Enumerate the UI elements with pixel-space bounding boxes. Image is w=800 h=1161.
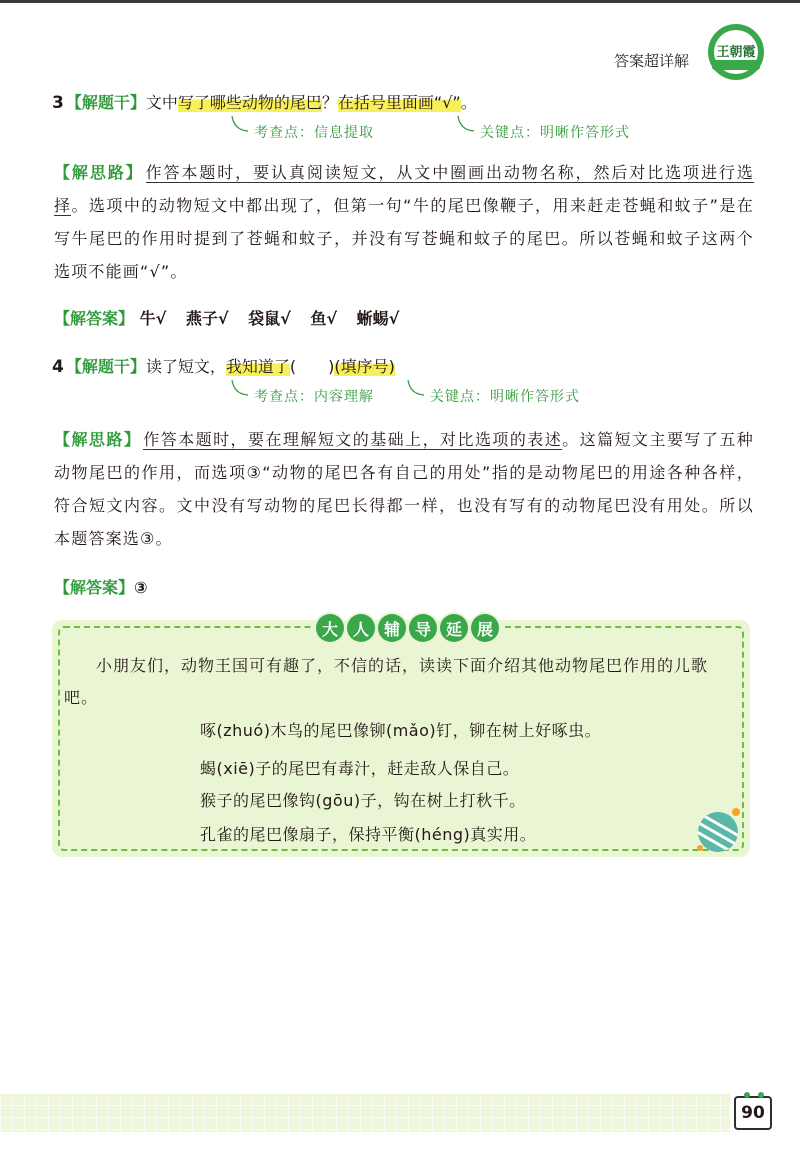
q3-answer-tag: 【解答案】	[54, 309, 135, 328]
q4-stem-pre: 读了短文，	[145, 357, 226, 376]
q3-stem-highlight-1: 写了哪些动物的尾巴	[177, 93, 322, 112]
page-tab-dot	[758, 1092, 764, 1098]
q3-stem-end: 。	[460, 93, 477, 112]
q4-number: 4	[52, 357, 64, 377]
poem-line: 蝎(xiē)子的尾巴有毒汁，赶走敌人保自己。	[200, 759, 520, 778]
q3-idea-underlined: 作答本题时，要认真阅读短文，从文中圈画出动物名称，然后对比选项进行选择	[54, 163, 754, 215]
q3-answer-item: 牛√	[139, 309, 167, 328]
footer-band	[0, 1094, 730, 1132]
q3-idea	[54, 156, 754, 288]
q3-answer-item: 鱼√	[310, 309, 338, 328]
q4-answer-value: ③	[134, 578, 148, 597]
q3-stem	[52, 93, 477, 113]
q3-exam-point: 考查点：信息提取	[254, 125, 374, 141]
poem-line: 孔雀的尾巴像扇子，保持平衡(héng)真实用。	[200, 825, 537, 844]
extension-title-char: 大	[316, 614, 344, 642]
q4-idea	[54, 423, 754, 555]
brand-logo	[706, 22, 766, 82]
q4-answer	[54, 575, 148, 598]
decorative-ball-icon	[690, 802, 746, 858]
page-tab-dot	[744, 1092, 750, 1098]
page-number	[734, 1096, 772, 1130]
q3-answer-item: 袋鼠√	[248, 309, 291, 328]
q3-stem-highlight-2: 在括号里面画“√”	[337, 93, 461, 112]
q4-idea-tag: 【解思路】	[54, 430, 142, 449]
extension-title-char: 辅	[378, 614, 406, 642]
q4-stem-highlight-2: (填序号)	[334, 357, 395, 376]
q3-key-point: 关键点：明晰作答形式	[480, 125, 630, 141]
extension-title-char: 人	[347, 614, 375, 642]
q3-answer-item: 蜥蜴√	[356, 309, 400, 328]
extension-title	[316, 614, 499, 644]
q4-stem-paren: ( )	[289, 357, 335, 376]
q4-idea-underlined: 作答本题时，要在理解短文的基础上，对比选项的表述	[143, 430, 563, 449]
q4-answer-tag: 【解答案】	[54, 578, 135, 597]
page-number-text: 90	[741, 1103, 765, 1123]
q4-stem-tag: 【解题干】	[65, 357, 146, 376]
q4-exam-point: 考查点：内容理解	[254, 389, 374, 405]
extension-title-char: 展	[471, 614, 499, 642]
extension-title-char: 导	[409, 614, 437, 642]
q3-stem-tag: 【解题干】	[65, 93, 146, 112]
poem-line: 啄(zhuó)木鸟的尾巴像铆(mǎo)钉，铆在树上好啄虫。	[200, 721, 602, 740]
poem-line: 猴子的尾巴像钩(gōu)子，钩在树上打秋千。	[200, 791, 526, 810]
q3-idea-rest: 。选项中的动物短文中都出现了，但第一句“牛的尾巴像鞭子，用来赶走苍蝇和蚊子”是在写牛尾巴的作用时提到了苍蝇和蚊子，并没有写苍蝇和蚊子的尾巴。所以苍蝇和蚊子这两个选项不能画“√”。	[54, 196, 754, 281]
q3-answer	[54, 306, 413, 329]
q4-stem	[52, 357, 395, 377]
q4-key-point: 关键点：明晰作答形式	[430, 389, 580, 405]
q4-stem-highlight-1: 我知道了	[225, 357, 290, 376]
q3-stem-question-mark: ？	[321, 93, 338, 112]
extension-title-char: 延	[440, 614, 468, 642]
q3-number: 3	[52, 93, 64, 113]
q3-idea-tag: 【解思路】	[54, 163, 144, 182]
q3-stem-pre: 文中	[145, 93, 178, 112]
header-label: 答案超详解	[614, 52, 690, 70]
logo-text: 王朝霞	[716, 45, 756, 60]
q4-idea-rest: 。这篇短文主要写了五种动物尾巴的作用，而选项③“动物的尾巴各有自己的用处”指的是动物尾巴的用途各种各样，符合短文内容。文中没有写动物的尾巴长得都一样，也没有写有的动物尾巴没有用处。所以本题答案选③。	[54, 430, 754, 548]
extension-intro: 小朋友们，动物王国可有趣了，不信的话，读读下面介绍其他动物尾巴作用的儿歌吧。	[64, 656, 709, 707]
q3-answer-item: 燕子√	[185, 309, 229, 328]
top-rule	[0, 0, 800, 3]
